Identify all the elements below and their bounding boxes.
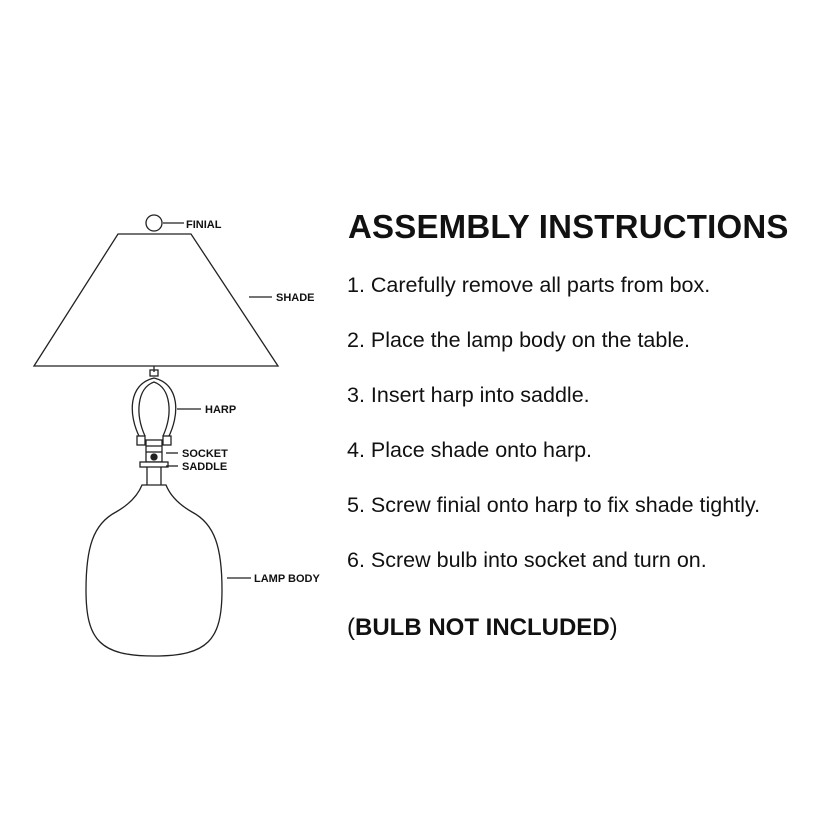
page-title: ASSEMBLY INSTRUCTIONS [348, 208, 789, 245]
shade-part [34, 234, 278, 366]
instruction-step: 6. Screw bulb into socket and turn on. [347, 548, 707, 572]
instruction-step: 3. Insert harp into saddle. [347, 383, 590, 407]
saddle-label: SADDLE [182, 461, 228, 473]
instruction-step: 5. Screw finial onto harp to fix shade tightly. [347, 493, 761, 517]
saddle-part [140, 462, 168, 467]
lamp-body-part [86, 485, 222, 656]
lamp-body-label: LAMP BODY [254, 573, 320, 585]
instruction-step: 1. Carefully remove all parts from box. [347, 273, 711, 297]
note-close-paren: ) [609, 614, 618, 641]
instruction-step: 2. Place the lamp body on the table. [347, 328, 691, 352]
lamp-diagram [0, 0, 340, 840]
lamp-neck [147, 467, 161, 485]
harp-clip-left [137, 436, 145, 445]
instruction-list [347, 270, 760, 600]
finial-part [146, 215, 162, 231]
note-text: BULB NOT INCLUDED [355, 614, 610, 641]
bulb-note [347, 614, 618, 642]
harp-label: HARP [205, 404, 237, 416]
socket-label: SOCKET [182, 448, 228, 460]
finial-label: FINIAL [186, 219, 222, 231]
instruction-step: 4. Place shade onto harp. [347, 438, 593, 462]
harp-clip-right [163, 436, 171, 445]
shade-label: SHADE [276, 292, 315, 304]
note-open-paren: ( [347, 614, 355, 641]
